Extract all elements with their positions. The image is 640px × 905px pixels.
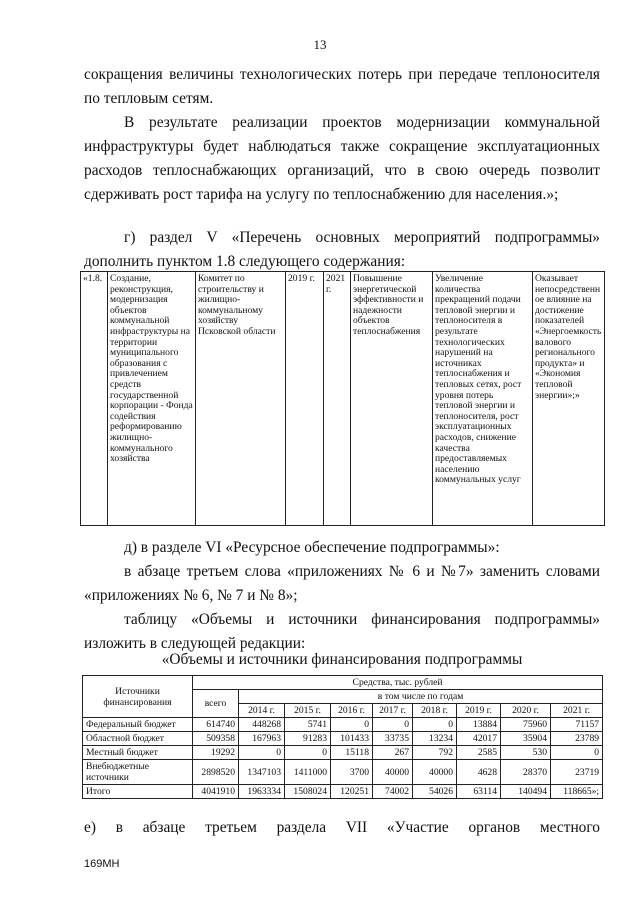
year-value-cell: 1508024 xyxy=(285,785,331,799)
year-value-cell: 71157 xyxy=(551,718,603,732)
year-value-cell: 75960 xyxy=(501,718,551,732)
measure-name: Создание, реконструкция, модернизация объектов коммунальной инфраструктуры на территории муниципального образования с привлечением средств государственной корпорации - Фонда содействия реформированию жилищно-коммунального хозяйства xyxy=(108,272,196,526)
paragraph-section-v: г) раздел V «Перечень основных мероприятий подпрограммы» дополнить пунктом 1.8 следующего содержания: xyxy=(84,229,600,270)
year-value-cell: 0 xyxy=(285,746,331,760)
year-value-cell: 91283 xyxy=(285,732,331,746)
measure-consequences: Увеличение количества прекращений подачи тепловой энергии и теплоносителя в результате технологических нарушений на источниках теплоснабжения и тепловых сетях, рост уровня потерь тепловой энергии и теплоносителя, рост эксплуатационных расходов, снижение качества предоставляемых населению коммунальных услуг xyxy=(433,272,533,526)
total-cell: 2898520 xyxy=(193,760,239,785)
paragraph-replace-words: в абзаце третьем слова «приложениях № 6 и №7» заменить словами «приложениях № 6, № 7 и № 8»; xyxy=(84,563,600,604)
table-row xyxy=(83,676,603,690)
year-value-cell: 5741 xyxy=(285,718,331,732)
finance-table-title: «Объемы и источники финансирования подпрограммы xyxy=(161,651,523,668)
finance-table xyxy=(82,675,603,799)
year-value-cell: 0 xyxy=(239,746,285,760)
year-value-cell: 54026 xyxy=(413,785,457,799)
year-value-cell: 101433 xyxy=(331,732,373,746)
year-value-cell: 23719 xyxy=(551,760,603,785)
source-cell: Внебюджетные источники xyxy=(83,760,193,785)
paragraph-results: В результате реализации проектов модернизации коммунальной инфраструктуры будет наблюдаться также сокращение эксплуатационных расходов теплоснабжающих организаций, что в свою очередь позволит сдерживать рост тарифа на услугу по теплоснабжению для населения.»; xyxy=(84,114,600,203)
table-row xyxy=(81,272,605,526)
year-value-cell: 15118 xyxy=(331,746,373,760)
year-value-cell: 167963 xyxy=(239,732,285,746)
year-header: 2019 г. xyxy=(457,704,501,718)
year-value-cell: 28370 xyxy=(501,760,551,785)
year-value-cell: 530 xyxy=(501,746,551,760)
year-value-cell: 35904 xyxy=(501,732,551,746)
document-code: 169МН xyxy=(84,858,120,870)
year-header: 2015 г. xyxy=(285,704,331,718)
source-cell: Областной бюджет xyxy=(83,732,193,746)
year-header: 2020 г. xyxy=(501,704,551,718)
year-value-cell: 0 xyxy=(551,746,603,760)
year-value-cell: 120251 xyxy=(331,785,373,799)
measure-executor: Комитет по строительству и жилищно-коммунальному хозяйству Псковской области xyxy=(196,272,286,526)
year-value-cell: 1963334 xyxy=(239,785,285,799)
measures-table xyxy=(80,271,605,526)
year-value-cell: 0 xyxy=(373,718,413,732)
table-row xyxy=(83,718,603,732)
year-value-cell: 792 xyxy=(413,746,457,760)
total-cell: 614740 xyxy=(193,718,239,732)
source-cell: Местный бюджет xyxy=(83,746,193,760)
year-value-cell: 1411000 xyxy=(285,760,331,785)
year-value-cell: 13884 xyxy=(457,718,501,732)
year-value-cell: 13234 xyxy=(413,732,457,746)
year-value-cell: 0 xyxy=(413,718,457,732)
measure-impact: Оказывает непосредственное влияние на достижение показателей «Энергоемкость валового регионального продукта» и «Экономия тепловой энергии»;» xyxy=(533,272,605,526)
year-value-cell: 1347103 xyxy=(239,760,285,785)
year-value-cell: 3700 xyxy=(331,760,373,785)
year-value-cell: 23789 xyxy=(551,732,603,746)
year-value-cell: 0 xyxy=(331,718,373,732)
paragraph-section-vi: д) в разделе VI «Ресурсное обеспечение подпрограммы»: xyxy=(124,539,500,556)
total-cell: 4041910 xyxy=(193,785,239,799)
paragraph-losses: сокращения величины технологических потерь при передаче теплоносителя по тепловым сетям. xyxy=(84,66,600,107)
year-header: 2014 г. xyxy=(239,704,285,718)
header-funds: Средства, тыс. рублей xyxy=(193,676,603,690)
total-cell: 19292 xyxy=(193,746,239,760)
measure-number: «1.8. xyxy=(81,272,108,526)
year-value-cell: 448268 xyxy=(239,718,285,732)
measure-end-year: 2021 г. xyxy=(324,272,351,526)
year-value-cell: 2585 xyxy=(457,746,501,760)
year-value-cell: 74002 xyxy=(373,785,413,799)
table-row xyxy=(83,746,603,760)
year-value-cell: 4628 xyxy=(457,760,501,785)
year-value-cell: 33735 xyxy=(373,732,413,746)
source-cell: Федеральный бюджет xyxy=(83,718,193,732)
finance-table-body xyxy=(83,718,603,799)
measure-result: Повышение энергетической эффективности и надежности объектов теплоснабжения xyxy=(351,272,433,526)
year-value-cell: 63114 xyxy=(457,785,501,799)
paragraph-section-vii: е) в абзаце третьем раздела VII «Участие органов местного xyxy=(84,819,600,836)
year-value-cell: 267 xyxy=(373,746,413,760)
year-value-cell: 118665»; xyxy=(551,785,603,799)
year-value-cell: 40000 xyxy=(413,760,457,785)
year-value-cell: 40000 xyxy=(373,760,413,785)
page-number: 13 xyxy=(313,37,327,52)
year-header: 2017 г. xyxy=(373,704,413,718)
paragraph-table-edit: таблицу «Объемы и источники финансирования подпрограммы» изложить в следующей редакции: xyxy=(84,611,600,652)
header-source: Источники финансирования xyxy=(83,676,193,718)
year-header: 2016 г. xyxy=(331,704,373,718)
header-total: всего xyxy=(193,690,239,718)
table-row xyxy=(83,732,603,746)
table-row xyxy=(83,760,603,785)
year-header: 2021 г. xyxy=(551,704,603,718)
table-row xyxy=(83,785,603,799)
measure-start-year: 2019 г. xyxy=(286,272,324,526)
year-value-cell: 140494 xyxy=(501,785,551,799)
total-cell: 509358 xyxy=(193,732,239,746)
source-cell: Итого xyxy=(83,785,193,799)
year-value-cell: 42017 xyxy=(457,732,501,746)
header-by-years: в том числе по годам xyxy=(239,690,603,704)
year-header: 2018 г. xyxy=(413,704,457,718)
